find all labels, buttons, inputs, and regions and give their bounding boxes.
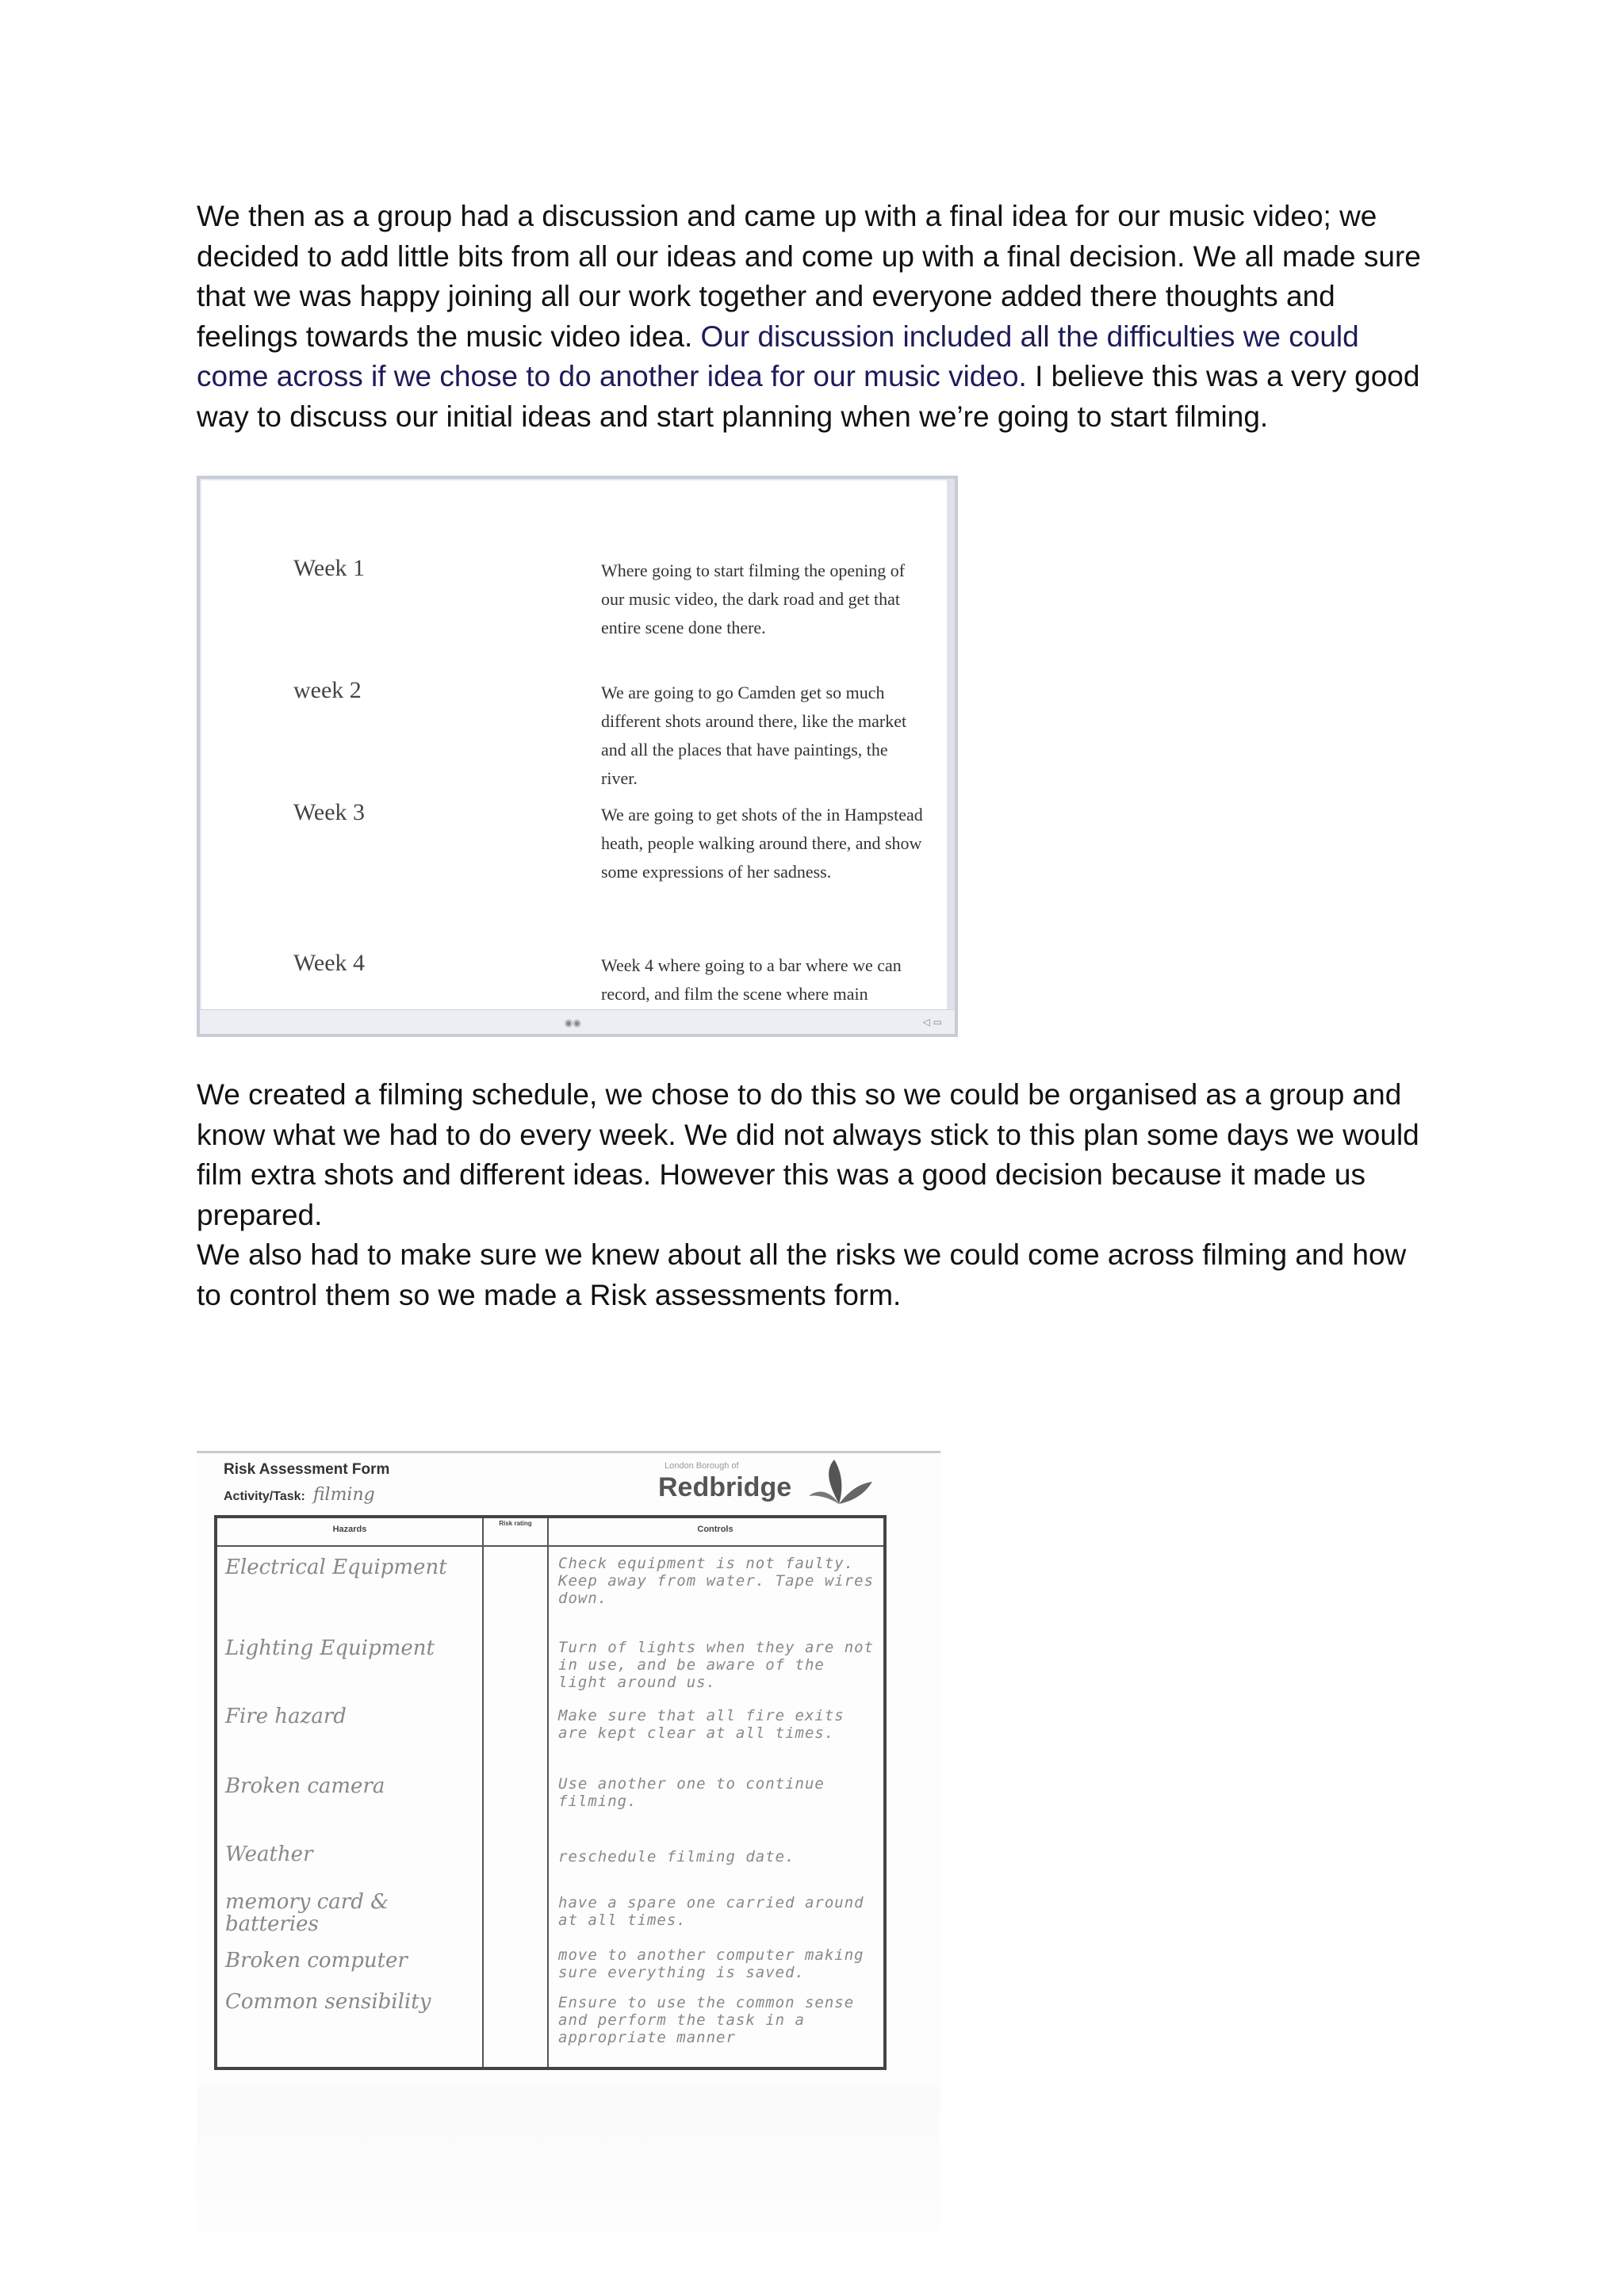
risk-rating-header: Risk rating	[499, 1520, 532, 1527]
leaf-logo-icon	[807, 1456, 874, 1510]
risk-form-title: Risk Assessment Form	[224, 1461, 390, 1478]
control-cell: move to another computer making sure everything is saved.	[558, 1946, 864, 1981]
schedule-week-label: Week 3	[293, 799, 366, 825]
schedule-week-desc: We are going to get shots of the in Hampstead heath, people walking around there, and show some expressions of her sadness.	[601, 805, 923, 882]
redbridge-logo: Redbridge	[658, 1472, 792, 1502]
schedule-week-desc: Where going to start filming the opening of our music video, the dark road and get that entire scene done there.	[601, 561, 906, 637]
control-cell: Ensure to use the common sense and perform the task in a appropriate manner	[558, 1994, 855, 2046]
schedule-week-label: week 2	[293, 677, 362, 703]
hazards-header: Hazards	[332, 1525, 367, 1534]
control-cell: Turn of lights when they are not in use, and be aware of the light around us.	[558, 1639, 875, 1691]
logo-caption: London Borough of	[665, 1461, 739, 1471]
intro-paragraph	[197, 197, 1434, 437]
risk-paragraph: We also had to make sure we knew about all the risks we could come across filming and how to control them so we made a Risk assessments form.	[197, 1238, 1407, 1311]
hazard-cell: Broken camera	[225, 1774, 385, 1798]
schedule-paragraph: We created a filming schedule, we chose to do this so we could be organised as a group and know what we had to do every week. We did not always stick to this plan some days we would film extra shots and different ideas. However this was a good decision because it made us prepared.	[197, 1078, 1419, 1231]
filming-schedule-image	[197, 476, 958, 1037]
activity-label: Activity/Task:	[224, 1490, 305, 1503]
intro-text: We then as a group had a discussion and came up with a final idea for our music video; we decided to add little bits from all our ideas and come up with a final decision. We all made sure that we was happy joining all our work together and everyone added there thoughts and feelings towards the music video idea.	[197, 200, 1421, 353]
schedule-week-desc: We are going to go Camden get so much different shots around there, like the market and all the places that have paintings, the river.	[601, 683, 907, 788]
hazard-cell: Electrical Equipment	[225, 1556, 447, 1579]
control-cell: Use another one to continue filming.	[558, 1775, 825, 1810]
hazard-cell: Lighting Equipment	[225, 1636, 435, 1660]
intro-highlight: Our discussion included all the difficulties we could come across if we chose to do another idea for our music video.	[197, 320, 1359, 392]
schedule-week-label: Week 4	[293, 950, 366, 976]
hazard-cell: Common sensibility	[225, 1990, 431, 2014]
activity-value: filming	[312, 1485, 375, 1505]
hazard-cell: Fire hazard	[225, 1705, 347, 1728]
hazard-cell: Broken computer	[225, 1949, 408, 1973]
control-cell: Check equipment is not faulty. Keep away from water. Tape wires down.	[558, 1555, 875, 1607]
schedule-week-label: Week 1	[293, 555, 366, 581]
schedule-week-desc: Week 4 where going to a bar where we can record, and film the scene where main	[601, 955, 902, 1004]
control-cell: have a spare one carried around at all times.	[558, 1894, 864, 1929]
image-fade	[197, 2087, 940, 2296]
header-divider	[217, 1545, 883, 1547]
schedule-viewer-footer	[200, 1009, 955, 1034]
page-dots-icon: ◉◉	[565, 1017, 581, 1028]
intro-text-end: I believe this was a very good way to discuss our initial ideas and start planning when we’re going to start filming.	[197, 360, 1420, 433]
hazard-cell: memory card & batteries	[225, 1890, 389, 1936]
schedule-scrollbar	[947, 479, 955, 1010]
column-divider	[547, 1518, 549, 2067]
hazard-cell: Weather	[225, 1843, 313, 1866]
risk-form-activity	[224, 1485, 375, 1505]
zoom-icon: ◁ ▭	[922, 1016, 942, 1027]
controls-header: Controls	[697, 1525, 733, 1534]
risk-assessment-form-image	[197, 1451, 940, 2089]
control-cell: reschedule filming date.	[558, 1848, 795, 1866]
risk-table	[214, 1515, 887, 2070]
control-cell: Make sure that all fire exits are kept clear at all times.	[558, 1707, 845, 1742]
